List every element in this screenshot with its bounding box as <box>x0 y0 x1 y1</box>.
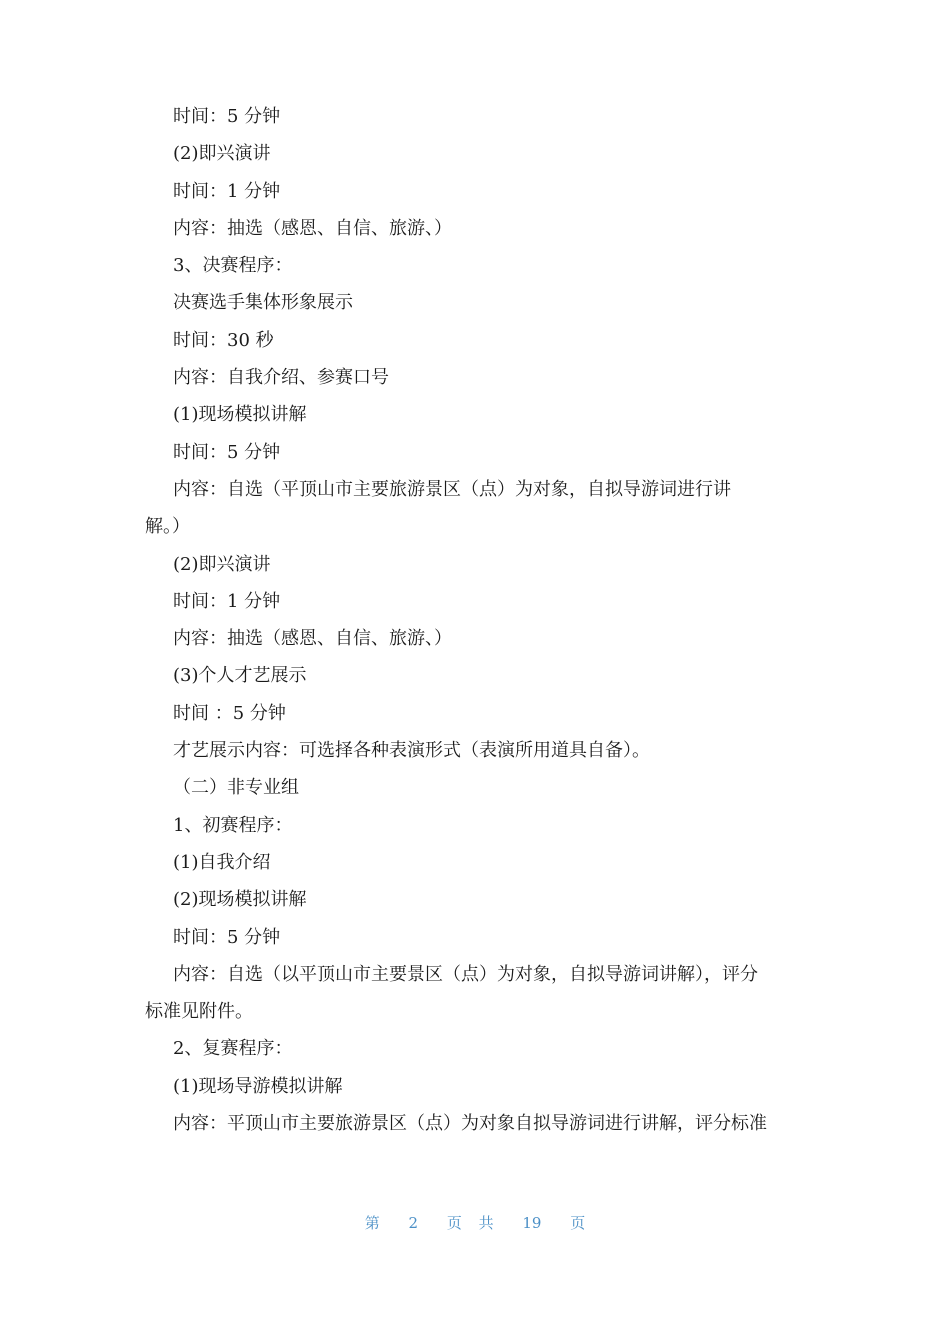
page-footer <box>0 1212 950 1233</box>
text-line: 内容：平顶山市主要旅游景区（点）为对象自拟导游词进行讲解，评分标准 <box>173 1113 767 1135</box>
text-line: 时间：5 分钟 <box>173 926 281 948</box>
text-line: 内容：自我介绍、参赛口号 <box>173 367 389 389</box>
text-line: 2、复赛程序： <box>173 1038 293 1060</box>
text-line: 内容：自选（平顶山市主要旅游景区（点）为对象，自拟导游词进行讲 <box>173 478 731 500</box>
text-line: 时间：5 分钟 <box>173 441 281 463</box>
text-line: 时间：30 秒 <box>173 329 274 351</box>
text-line: 时间：1 分钟 <box>173 180 281 202</box>
text-line: 时间：1 分钟 <box>173 590 281 612</box>
text-line: (1)现场模拟讲解 <box>173 404 307 426</box>
text-line: (3)个人才艺展示 <box>173 665 307 687</box>
footer-middle: 页 共 <box>446 1214 494 1232</box>
text-line: 内容：自选（以平顶山市主要景区（点）为对象，自拟导游词讲解），评分 <box>173 963 758 985</box>
text-line: (2)现场模拟讲解 <box>173 889 307 911</box>
text-line: 解。） <box>145 516 190 538</box>
text-line: (1)现场导游模拟讲解 <box>173 1075 343 1097</box>
text-line: 标准见附件。 <box>145 1001 253 1023</box>
footer-total-pages: 19 <box>522 1214 542 1232</box>
text-line: (1)自我介绍 <box>173 851 271 873</box>
footer-prefix: 第 <box>364 1214 380 1232</box>
text-line: 时间：5 分钟 <box>173 106 281 127</box>
text-line: 决赛选手集体形象展示 <box>173 292 353 314</box>
footer-page-number: 2 <box>408 1214 419 1232</box>
text-line: 才艺展示内容：可选择各种表演形式（表演所用道具自备）。 <box>173 740 650 762</box>
document-body <box>145 98 810 1142</box>
text-line: (2)即兴演讲 <box>173 143 271 165</box>
text-line: 内容：抽选（感恩、自信、旅游、） <box>173 628 452 650</box>
footer-suffix: 页 <box>570 1214 586 1232</box>
text-line: 3、决赛程序： <box>173 255 293 277</box>
text-line: 1、初赛程序： <box>173 814 293 836</box>
text-line: 时间 ：5 分钟 <box>173 702 286 724</box>
text-line: （二）非专业组 <box>173 777 299 799</box>
text-line: 内容：抽选（感恩、自信、旅游、） <box>173 217 452 239</box>
text-line: (2)即兴演讲 <box>173 553 271 575</box>
